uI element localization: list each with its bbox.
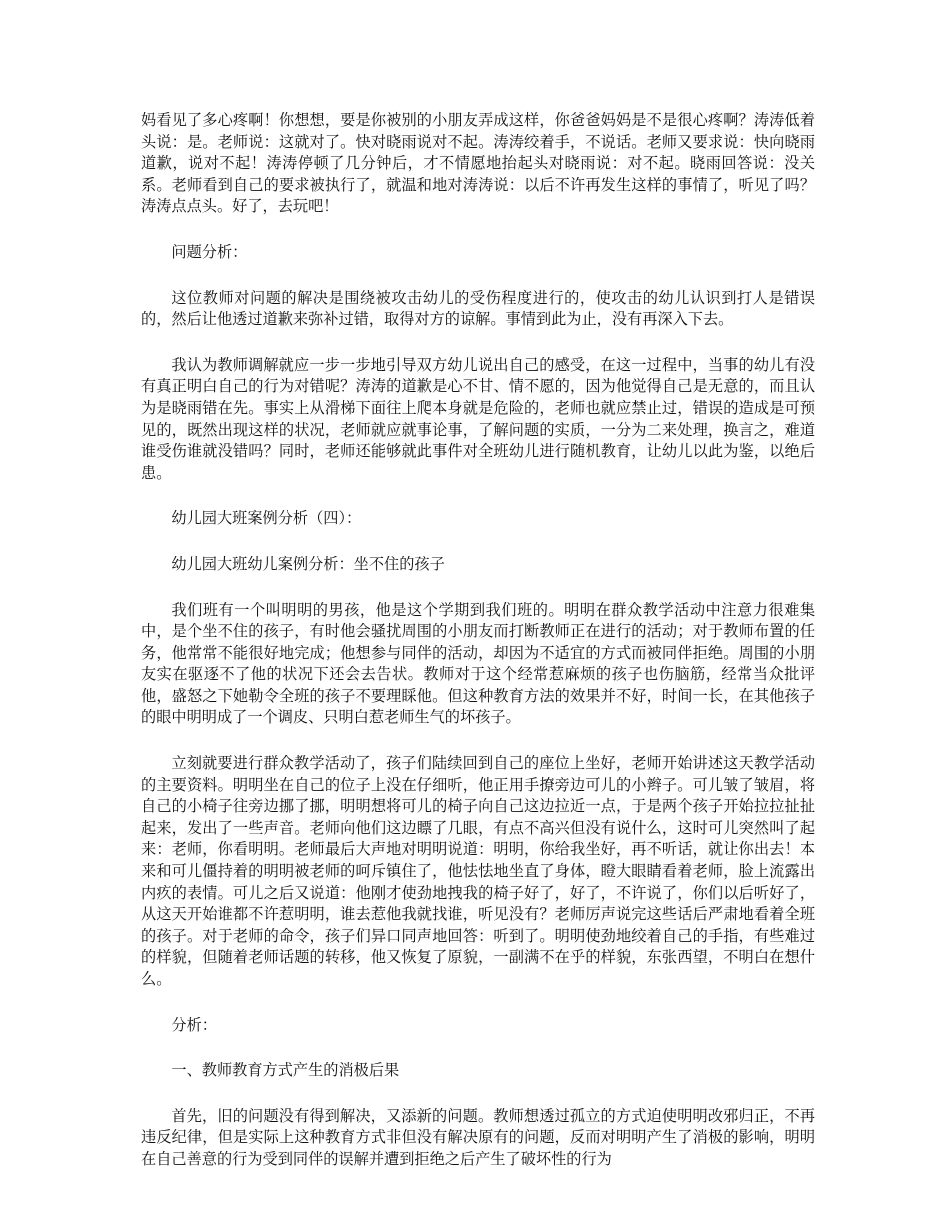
heading-case-four: 幼儿园大班案例分析（四）： (171, 509, 362, 528)
heading-analysis: 分析： (171, 1015, 217, 1034)
heading-negative-consequences: 一、教师教育方式产生的消极后果 (171, 1061, 400, 1080)
paragraph-case-story: 立刻就要进行群众教学活动了，孩子们陆续回到自己的座位上坐好，老师开始讲述这天教学活动的主要资料。明明坐在自己的位子上没在仔细听，他正用手撩旁边可儿的小辫子。可儿皱了皱眉，将自己的小椅子往旁边挪了挪，明明想将可儿的椅子向自己这边拉近一点，于是两个孩子开始拉拉扯扯起来，发出了一些声音。老师向他们这边瞟了几眼，有点不高兴但没有说什么，这时可儿突然叫了起来：老师，你看明明。老师最后大声地对明明说道：明明，你给我坐好，再不听话，就让你出去！本来和可儿僵持着的明明被老师的呵斥镇住了，他怯怯地坐直了身体，瞪大眼睛看着老师，脸上流露出内疚的表情。可儿之后又说道：他刚才使劲地拽我的椅子好了，好了，不许说了，你们以后听好了，从这天开始谁都不许惹明明，谁去惹他我就找谁，听见没有？老师厉声说完这些话后严肃地看着全班的孩子。对于老师的命令，孩子们异口同声地回答：听到了。明明使劲地绞着自己的手指，有些难过的样貌，但随着老师话题的转移，他又恢复了原貌，一副满不在乎的样貌，东张西望，不明白在想什么。 (141, 754, 815, 988)
paragraph-analysis-2: 我认为教师调解就应一步一步地引导双方幼儿说出自己的感受，在这一过程中，当事的幼儿有没有真正明白自己的行为对错呢？涛涛的道歉是心不甘、情不愿的，因为他觉得自己是无意的，而且认为是晓雨错在先。事实上从滑梯下面往上爬本身就是危险的，老师也就应禁止过，错误的造成是可预见的，既然出现这样的状况，老师就应就事论事，了解问题的实质，一分为二来处理，换言之，难道谁受伤谁就没错吗？同时，老师还能够就此事件对全班幼儿进行随机教育，让幼儿以此为鉴，以绝后患。 (141, 355, 815, 482)
paragraph-case-intro: 我们班有一个叫明明的男孩，他是这个学期到我们班的。明明在群众教学活动中注意力很难集中，是个坐不住的孩子，有时他会骚扰周围的小朋友而打断教师正在进行的活动；对于教师布置的任务，他常常不能很好地完成；他想参与同伴的活动，却因为不适宜的方式而被同伴拒绝。周围的小朋友实在驱逐不了他的状况下还会去告状。教师对于这个经常惹麻烦的孩子也伤脑筋，经常当众批评他，盛怒之下她勒令全班的孩子不要理睬他。但这种教育方法的效果并不好，时间一长，在其他孩子的眼中明明成了一个调皮、只明白惹老师生气的坏孩子。 (141, 600, 815, 727)
heading-problem-analysis: 问题分析： (171, 242, 248, 261)
paragraph-dialogue-continued: 妈看见了多心疼啊！你想想，要是你被别的小朋友弄成这样，你爸爸妈妈是不是很心疼啊？涛涛低着头说：是。老师说：这就对了。快对晓雨说对不起。涛涛绞着手，不说话。老师又要求说：快向晓雨道歉，说对不起！涛涛停顿了几分钟后，才不情愿地抬起头对晓雨说：对不起。晓雨回答说：没关系。老师看到自己的要求被执行了，就温和地对涛涛说：以后不许再发生这样的事情了，听见了吗？涛涛点点头。好了，去玩吧！ (141, 111, 815, 216)
paragraph-analysis-1: 这位教师对问题的解决是围绕被攻击幼儿的受伤程度进行的，使攻击的幼儿认识到打人是错误的，然后让他透过道歉来弥补过错，取得对方的谅解。事情到此为止，没有再深入下去。 (141, 288, 815, 329)
paragraph-consequences: 首先，旧的问题没有得到解决，又添新的问题。教师想透过孤立的方式迫使明明改邪归正，不再违反纪律，但是实际上这种教育方式非但没有解决原有的问题，反而对明明产生了消极的影响，明明在自己善意的行为受到同伴的误解并遭到拒绝之后产生了破坏性的行为 (141, 1106, 815, 1168)
heading-case-title: 幼儿园大班幼儿案例分析：坐不住的孩子 (171, 554, 445, 573)
document-page (141, 110, 815, 1171)
